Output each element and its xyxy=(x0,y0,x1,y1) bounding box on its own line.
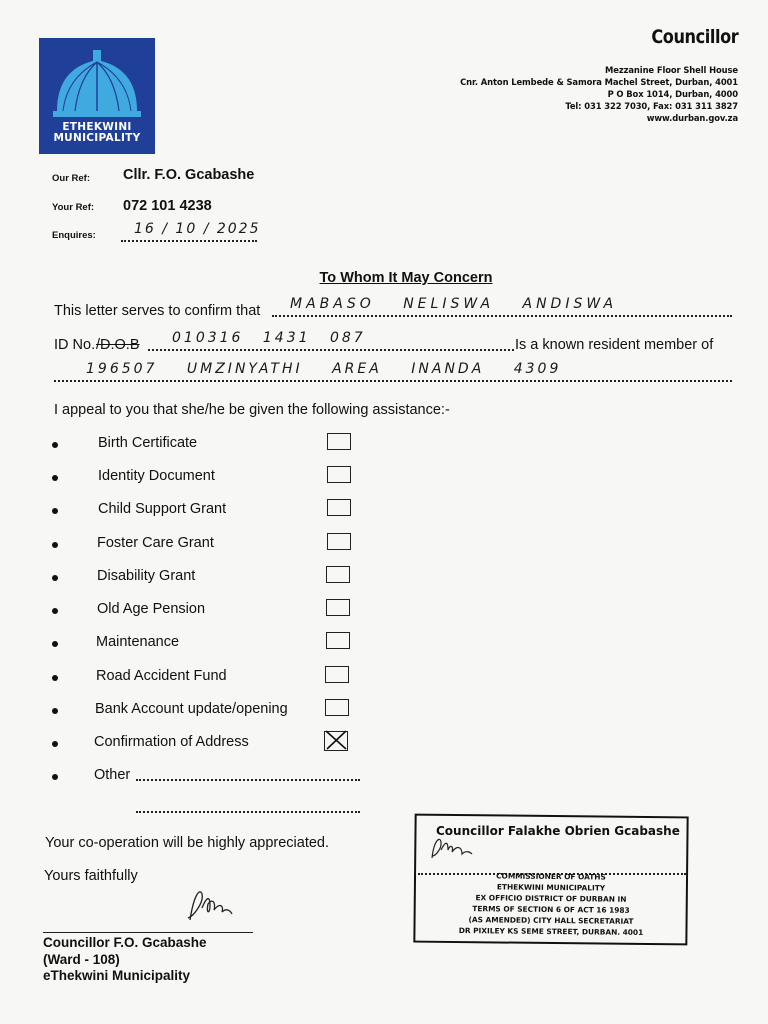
address-line-1: Mezzanine Floor Shell House xyxy=(605,65,738,75)
logo-line-2: MUNICIPALITY xyxy=(53,132,141,144)
your-ref-label: Your Ref: xyxy=(52,202,95,213)
office-title: Councillor xyxy=(651,26,738,48)
address-line-3: P O Box 1014, Durban, 4000 xyxy=(607,89,738,99)
address-dotted-line xyxy=(54,380,732,382)
id-dotted-line xyxy=(148,349,514,351)
bullet xyxy=(52,508,58,514)
appeal-text: I appeal to you that she/he be given the following assistance:- xyxy=(54,402,450,418)
enquires-dotted-line xyxy=(121,240,257,242)
bullet xyxy=(52,475,58,481)
resident-text: Is a known resident member of xyxy=(515,337,714,353)
checkbox-road-accident-fund[interactable] xyxy=(325,666,349,683)
other-dotted-line-1 xyxy=(136,779,360,781)
checkbox-identity-document[interactable] xyxy=(327,466,351,483)
stamp-line-3: EX OFFICIO DISTRICT OF DURBAN IN xyxy=(475,893,627,904)
name-dotted-line xyxy=(272,315,732,317)
signatory-name: Councillor F.O. Gcabashe xyxy=(43,935,207,950)
bullet xyxy=(52,741,58,747)
bullet xyxy=(52,542,58,548)
item-foster-care-grant: Foster Care Grant xyxy=(97,535,214,551)
other-dotted-line-2 xyxy=(136,811,360,813)
id-label: ID No. xyxy=(54,337,96,353)
your-ref-value: 072 101 4238 xyxy=(123,198,212,214)
person-name: MABASO NELISWA ANDISWA xyxy=(290,296,618,312)
item-birth-certificate: Birth Certificate xyxy=(98,435,198,451)
item-disability-grant: Disability Grant xyxy=(97,568,196,584)
address-line-5: www.durban.gov.za xyxy=(646,113,738,123)
municipality-logo xyxy=(39,38,155,154)
checkbox-bank-account[interactable] xyxy=(325,699,349,716)
stamp-signature-icon xyxy=(428,832,476,862)
stamp-line-4: TERMS OF SECTION 6 OF ACT 16 1983 xyxy=(472,904,630,915)
item-old-age-pension: Old Age Pension xyxy=(97,601,206,617)
address-line-2: Cnr. Anton Lembede & Samora Machel Street, Durban, 4001 xyxy=(460,77,738,87)
stamp-line-1: COMMISSIONER OF OATHS xyxy=(496,871,606,882)
logo-line-1: ETHEKWINI xyxy=(62,121,132,133)
bullet xyxy=(52,774,58,780)
address-line-4: Tel: 031 322 7030, Fax: 031 311 3827 xyxy=(565,101,738,111)
stamp-line-2: ETHEKWINI MUNICIPALITY xyxy=(496,882,606,893)
signatory-org: eThekwini Municipality xyxy=(43,968,191,983)
stamp-line-5: (AS AMENDED) CITY HALL SECRETARIAT xyxy=(468,915,634,926)
our-ref-value: Cllr. F.O. Gcabashe xyxy=(123,167,255,183)
checkbox-disability-grant[interactable] xyxy=(326,566,350,583)
item-child-support-grant: Child Support Grant xyxy=(98,501,227,517)
item-bank-account: Bank Account update/opening xyxy=(95,701,288,717)
item-maintenance: Maintenance xyxy=(96,634,180,650)
checkmark-x-icon xyxy=(324,730,348,750)
resident-address: 196507 UMZINYATHI AREA INANDA 4309 xyxy=(86,361,562,377)
item-other: Other xyxy=(94,767,131,783)
bullet xyxy=(52,575,58,581)
stamp-line-6: DR PIXILEY KS SEME STREET, DURBAN. 4001 xyxy=(458,926,644,937)
signatory-ward: (Ward - 108) xyxy=(43,952,120,967)
bullet xyxy=(52,442,58,448)
bullet xyxy=(52,608,58,614)
checkbox-child-support-grant[interactable] xyxy=(327,499,351,516)
item-road-accident-fund: Road Accident Fund xyxy=(96,668,227,684)
signature-line xyxy=(43,932,253,933)
checkbox-foster-care-grant[interactable] xyxy=(327,533,351,550)
signature-icon xyxy=(180,884,240,930)
dob-struck: /D.O.B xyxy=(96,337,140,353)
cooperation-text: Your co-operation will be highly appreciated. xyxy=(45,835,330,851)
closing-text: Yours faithfully xyxy=(44,868,138,884)
confirm-prefix: This letter serves to confirm that xyxy=(54,303,261,319)
letter-heading: To Whom It May Concern xyxy=(319,270,493,286)
our-ref-label: Our Ref: xyxy=(52,173,90,184)
item-identity-document: Identity Document xyxy=(98,468,215,484)
checkbox-confirmation-of-address[interactable] xyxy=(324,731,348,751)
id-number: 010316 1431 087 xyxy=(172,330,366,346)
enquires-label: Enquires: xyxy=(52,230,96,241)
checkbox-old-age-pension[interactable] xyxy=(326,599,350,616)
stamp-name: Councillor Falakhe Obrien Gcabashe xyxy=(436,824,680,838)
checkbox-maintenance[interactable] xyxy=(326,632,350,649)
bullet xyxy=(52,641,58,647)
checkbox-birth-certificate[interactable] xyxy=(327,433,351,450)
enquires-date: 16 / 10 / 2025 xyxy=(134,221,261,237)
item-confirmation-of-address: Confirmation of Address xyxy=(94,734,249,750)
bullet xyxy=(52,708,58,714)
bullet xyxy=(52,675,58,681)
